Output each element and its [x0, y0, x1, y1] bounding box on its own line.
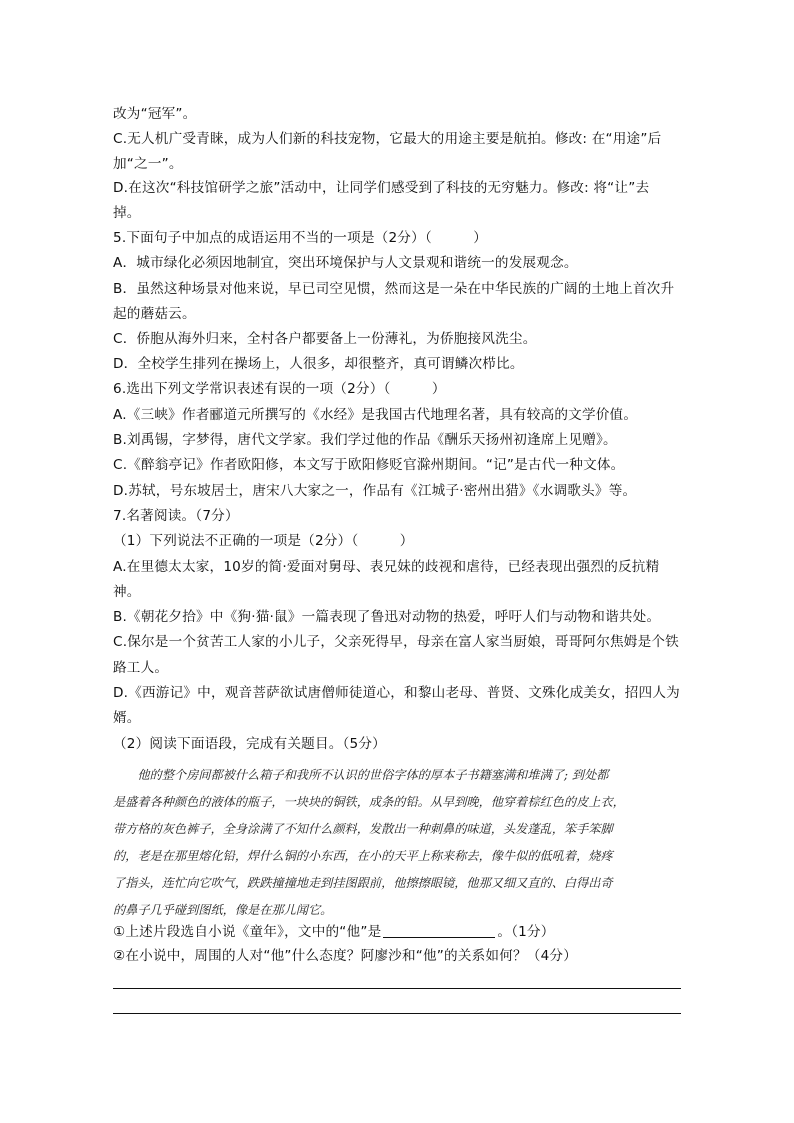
q5-option-c: C．侨胞从海外归来，全村各户都要备上一份薄礼，为侨胞接风洗尘。 — [113, 331, 537, 347]
q5-option-a: A．城市绿化必须因地制宜，突出环境保护与人文景观和谐统一的发展观念。 — [113, 255, 578, 271]
passage-line-3: 带方格的灰色裤子，全身涂满了不知什么颜料，发散出一种刺鼻的味道，头发蓬乱，笨手笨脚 — [113, 822, 613, 836]
q6-option-a: A.《三峡》作者郦道元所撰写的《水经》是我国古代地理名著，具有较高的文学价值。 — [113, 407, 638, 423]
q7-option-a-line1: A.在里德太太家，10岁的简·爱面对舅母、表兄妹的歧视和虐待，已经表现出强烈的反抗精 — [113, 559, 660, 575]
q5-option-b-line1: B．虽然这种场景对他来说，早已司空见惯，然而这是一朵在中华民族的广阔的土地上首次升 — [113, 281, 675, 297]
q5-option-b-line2: 起的蘑菇云。 — [113, 306, 196, 322]
q7-option-c-line1: C.保尔是一个贫苦工人家的小儿子，父亲死得早，母亲在富人家当厨娘，哥哥阿尔焦姆是个铁 — [113, 634, 679, 650]
answer-line-1[interactable] — [113, 988, 681, 989]
q7-option-b: B.《朝花夕拾》中《狗·猫·鼠》一篇表现了鲁迅对动物的热爱，呼吁人们与动物和谐共处。 — [113, 609, 661, 625]
q7-option-d-line2: 婿。 — [113, 710, 141, 726]
q4-option-c-line2: 加“之一”。 — [113, 156, 183, 172]
q6-option-c: C.《醉翁亭记》作者欧阳修，本文写于欧阳修贬官滁州期间。“记”是古代一种文体。 — [113, 457, 625, 473]
q7-sub2-stem: （2）阅读下面语段，完成有关题目。（5分） — [113, 736, 386, 752]
q7-option-c-line2: 路工人。 — [113, 660, 169, 676]
q4-option-d-line2: 掉。 — [113, 205, 141, 221]
q4-option-d-line1: D.在这次“科技馆研学之旅”活动中，让同学们感受到了科技的无穷魅力。修改: 将“让”去 — [113, 180, 650, 196]
sub-question-2: ②在小说中，周围的人对“他”什么态度？阿廖沙和“他”的关系如何？（4分） — [113, 948, 578, 964]
passage-line-4: 的，老是在那里熔化铅，焊什么铜的小东西，在小的天平上称来称去，像牛似的低吼着，烧疼 — [113, 849, 613, 863]
passage-line-5: 了指头，连忙向它吹气，跌跌撞撞地走到挂图跟前，他擦擦眼镜，他那又细又直的、白得出奇 — [113, 876, 613, 890]
q7-stem: 7.名著阅读。（7分） — [113, 508, 239, 524]
q7-sub1-stem: （1）下列说法不正确的一项是（2分）（ ） — [113, 533, 414, 549]
q5-stem: 5.下面句子中加点的成语运用不当的一项是（2分）（ ） — [113, 230, 488, 246]
q5-option-d: D．全校学生排列在操场上，人很多，却很整齐，真可谓鳞次栉比。 — [113, 356, 524, 372]
q6-option-b: B.刘禹锡，字梦得，唐代文学家。我们学过他的作品《酬乐天扬州初逢席上见赠》。 — [113, 432, 617, 448]
q4-option-b-tail: 改为“冠军”。 — [113, 106, 197, 122]
answer-line-2[interactable] — [113, 1013, 681, 1014]
sub-question-1 — [113, 922, 683, 942]
q7-option-d-line1: D.《西游记》中，观音菩萨欲试唐僧师徒道心，和黎山老母、普贤、文殊化成美女，招四人为 — [113, 685, 680, 701]
sub-question-1-score: 。（1分） — [497, 924, 555, 940]
passage-line-6: 的鼻子几乎碰到图纸，像是在那儿闻它。 — [113, 903, 333, 917]
sub-question-1-text: ①上述片段选自小说《童年》，文中的“他”是 — [113, 924, 382, 940]
fill-in-blank[interactable] — [383, 923, 495, 938]
q4-option-c-line1: C.无人机广受青睐，成为人们新的科技宠物，它最大的用途主要是航拍。修改: 在“用途”后 — [113, 131, 662, 147]
passage-line-1: 他的整个房间都被什么箱子和我所不认识的世俗字体的厚本子书籍塞满和堆满了; 到处都 — [113, 768, 609, 782]
q6-option-d: D.苏轼，号东坡居士，唐宋八大家之一，作品有《江城子·密州出猎》《水调歌头》等。 — [113, 483, 637, 499]
q7-option-a-line2: 神。 — [113, 584, 141, 600]
q6-stem: 6.选出下列文学常识表述有误的一项（2分）（ ） — [113, 381, 446, 397]
passage-line-2: 是盛着各种颜色的液体的瓶子，一块块的铜铁，成条的铅。从早到晚，他穿着棕红色的皮上衣， — [113, 795, 625, 809]
